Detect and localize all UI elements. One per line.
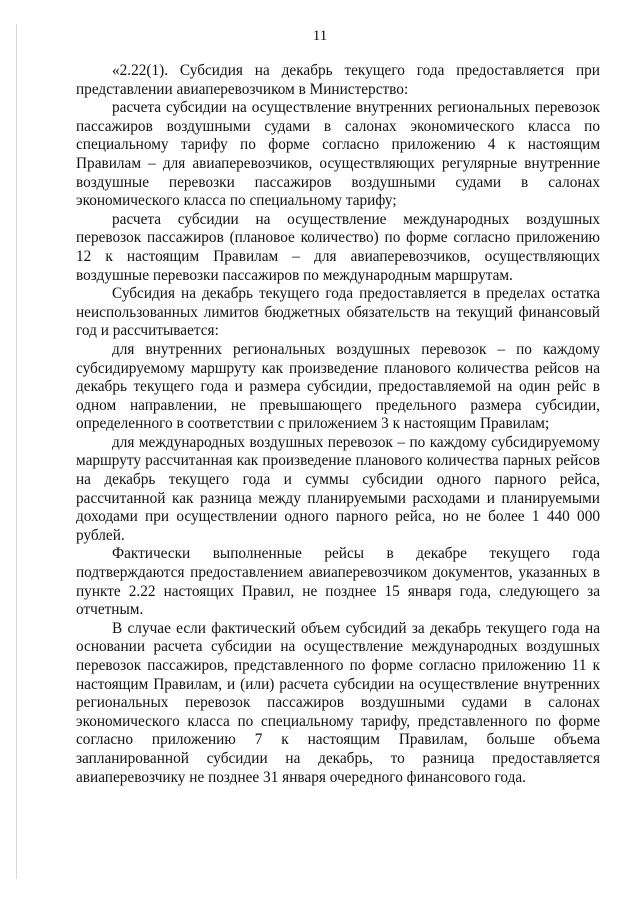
- paragraph-domestic-routes: для внутренних региональных воздушных перевозок – по каждому субсидируемому маршруту как произведение планового количества рейсов на декабрь текущего года и размера субсидии, предоставляемой на один рейс в одном направлении, не превышающего предельного размера субсидии, определенного в соответствии с приложением 3 к настоящим Правилам;: [76, 340, 600, 433]
- paragraph-2-22-1-intro: «2.22(1). Субсидия на декабрь текущего года предоставляется при представлении авиаперевозчиком в Министерство:: [76, 62, 600, 98]
- page-number: 11: [312, 28, 328, 44]
- paragraph-international-calculation: расчета субсидии на осуществление международных воздушных перевозок пассажиров (плановое количество) по форме согласно приложению 12 к настоящим Правилам – для авиаперевозчиков, осуществляющих воздушные перевозки пассажиров по международным маршрутам.: [76, 210, 600, 284]
- document-body: [76, 62, 600, 787]
- paragraph-domestic-calculation: расчета субсидии на осуществление внутренних региональных перевозок пассажиров воздушными судами в салонах экономического класса по специальному тарифу по форме согласно приложению 4 к настоящим Правилам – для авиаперевозчиков, осуществляющих регулярные внутренние воздушные перевозки пассажиров воздушными судами в салонах экономического класса по специальному тарифу;: [76, 99, 600, 210]
- paragraph-international-routes: для международных воздушных перевозок – по каждому субсидируемому маршруту рассчитанная как произведение планового количества парных рейсов на декабрь текущего года и суммы субсидии одного парного рейса, рассчитанной как разница между планируемыми расходами и планируемыми доходами при осуществлении одного парного рейса, но не более 1 440 000 рублей.: [76, 433, 600, 544]
- page-edge-line: [16, 24, 17, 879]
- paragraph-difference-payment: В случае если фактический объем субсидий за декабрь текущего года на основании расчета субсидии на осуществление международных воздушных перевозок пассажиров, представленного по форме согласно приложению 11 к настоящим Правилам, и (или) расчета субсидии на осуществление внутренних региональных перевозок пассажиров воздушными судами в салонах экономического класса по специальному тарифу, представленного по форме согласно приложению 7 к настоящим Правилам, больше объема запланированной субсидии на декабрь, то разница предоставляется авиаперевозчику не позднее 31 января очередного финансового года.: [76, 619, 600, 786]
- paragraph-subsidy-limits: Субсидия на декабрь текущего года предоставляется в пределах остатка неиспользованных лимитов бюджетных обязательств на текущий финансовый год и рассчитывается:: [76, 285, 600, 340]
- paragraph-actual-flights: Фактически выполненные рейсы в декабре текущего года подтверждаются предоставлением авиаперевозчиком документов, указанных в пункте 2.22 настоящих Правил, не позднее 15 января года, следующего за отчетным.: [76, 545, 600, 619]
